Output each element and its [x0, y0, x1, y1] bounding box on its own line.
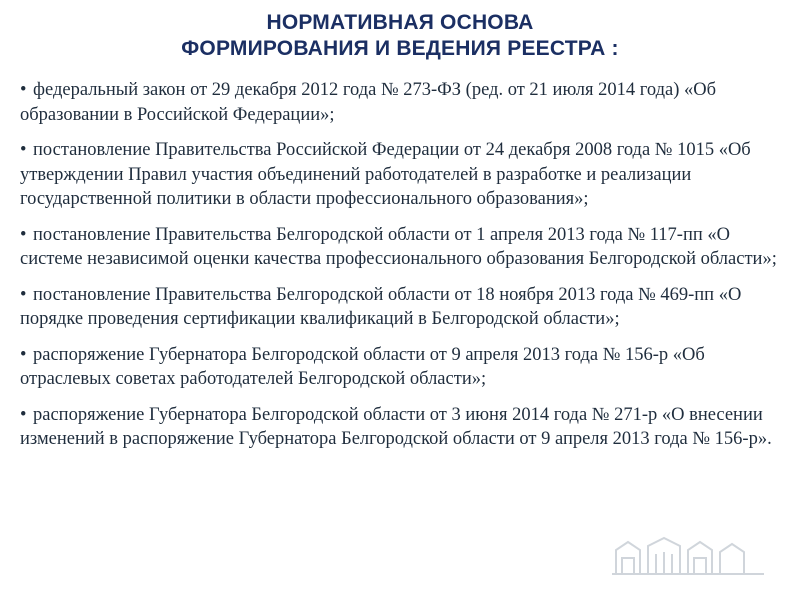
list-item [20, 223, 785, 272]
title-line-1: НОРМАТИВНАЯ ОСНОВА [266, 11, 534, 34]
list-item [20, 283, 785, 332]
bullet-icon: • [20, 80, 27, 100]
list-item-text: постановление Правительства Белгородской области от 1 апреля 2013 года № 117-пп «О системе независимой оценки качества профессионального образования Белгородской области»; [20, 224, 777, 269]
list-item [20, 343, 785, 392]
building-logo-icon [608, 534, 768, 578]
list-item-text: постановление Правительства Белгородской области от 18 ноября 2013 года № 469-пп «О порядке проведения сертификации квалификаций в Белгородской области»; [20, 284, 742, 329]
bullet-icon: • [20, 140, 27, 160]
bullet-icon: • [20, 404, 27, 425]
list-item [20, 78, 785, 127]
bullet-icon: • [20, 284, 27, 305]
list-item-text: федеральный закон от 29 декабря 2012 года № 273-ФЗ (ред. от 21 июля 2014 года) «Об образовании в Российской Федерации»; [20, 80, 717, 125]
list-item [20, 138, 785, 212]
list-item-text: постановление Правительства Российской Федерации от 24 декабря 2008 года № 1015 «Об утверждении Правил участия объединений работодателей в разработке и реализации государственной политики в области профессионального образования»; [20, 140, 751, 209]
page-title [0, 10, 800, 62]
list-item-text: распоряжение Губернатора Белгородской области от 3 июня 2014 года № 271-р «О внесении изменений в распоряжение Губернатора Белгородской области от 9 апреля 2013 года № 156-р». [20, 404, 772, 449]
bullet-icon: • [20, 224, 27, 245]
document-list [20, 78, 785, 463]
list-item-text: распоряжение Губернатора Белгородской области от 9 апреля 2013 года № 156-р «Об отраслевых советах работодателей Белгородской области»; [20, 344, 705, 389]
title-line-2: ФОРМИРОВАНИЯ И ВЕДЕНИЯ РЕЕСТРА : [181, 37, 619, 60]
bullet-icon: • [20, 344, 27, 365]
list-item [20, 403, 785, 452]
